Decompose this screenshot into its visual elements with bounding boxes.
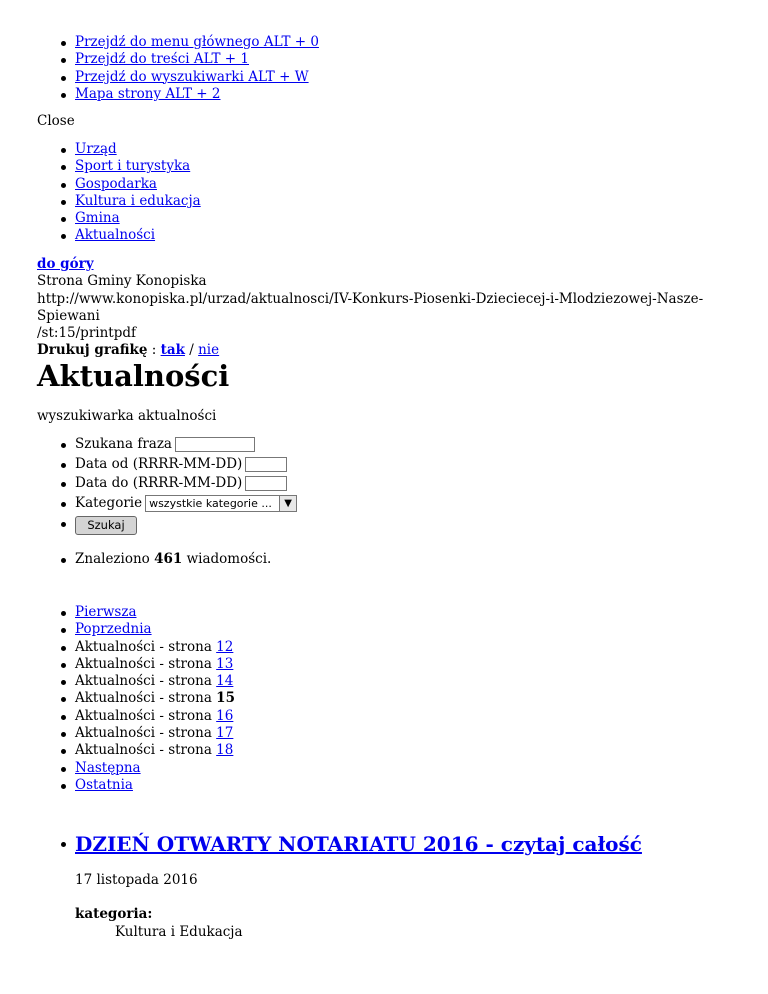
results-count-row (75, 551, 271, 568)
bullet-icon (61, 732, 66, 737)
bullet-icon (61, 611, 66, 616)
menu-item (75, 141, 201, 158)
menu-link-urzad[interactable]: Urząd (75, 141, 117, 157)
bullet-icon (61, 443, 66, 448)
results-suffix: wiadomości. (186, 551, 272, 567)
bullet-icon (61, 217, 66, 222)
sitemap-link[interactable]: Mapa strony ALT + 2 (75, 85, 221, 102)
pagination-previous-link[interactable]: Poprzednia (75, 621, 152, 638)
results-summary (0, 551, 271, 568)
bullet-icon (61, 680, 66, 685)
bullet-icon (61, 522, 66, 527)
search-phrase-label: Szukana fraza (75, 436, 172, 452)
page-link-18[interactable]: 18 (216, 742, 234, 759)
skip-to-menu-link[interactable]: Przejdź do menu głównego ALT + 0 (75, 34, 319, 50)
bullet-icon (61, 749, 66, 754)
date-to-row (75, 475, 297, 495)
search-submit-button[interactable]: Szukaj (75, 516, 137, 535)
separator: : (151, 342, 157, 359)
back-to-top-link[interactable]: do góry (37, 256, 94, 272)
bullet-icon (61, 93, 66, 98)
page-title: Aktualności (37, 359, 230, 393)
results-prefix: Znaleziono (75, 551, 150, 567)
list-item (75, 51, 319, 68)
page-prefix: Aktualności - strona (75, 742, 212, 759)
pagination-item (75, 760, 235, 777)
page-prefix: Aktualności - strona (75, 690, 212, 707)
page-link-13[interactable]: 13 (216, 655, 234, 672)
menu-link-kultura[interactable]: Kultura i edukacja (75, 192, 201, 209)
pagination-item (75, 656, 235, 673)
menu-item (75, 193, 201, 210)
pagination-item (75, 604, 235, 621)
main-menu (0, 141, 201, 245)
results-count: 461 (154, 551, 183, 567)
bullet-icon (61, 628, 66, 633)
bullet-icon (61, 183, 66, 188)
pagination-item (75, 708, 235, 725)
pagination-item (75, 690, 235, 707)
pagination-item (75, 621, 235, 638)
bullet-icon (61, 58, 66, 63)
category-selected-value: wszystkie kategorie ... (149, 497, 272, 511)
page-url: http://www.konopiska.pl/urzad/aktualnosci/IV-Konkurs-Piosenki-Dzieciecej-i-Mlodziezowej-Nasze-Spiewani (37, 290, 704, 324)
menu-link-aktualnosci[interactable]: Aktualności (75, 227, 156, 244)
page-link-14[interactable]: 14 (216, 673, 234, 690)
bullet-icon (61, 784, 66, 789)
article-category-value: Kultura i Edukacja (115, 923, 243, 940)
menu-link-gospodarka[interactable]: Gospodarka (75, 175, 157, 192)
pagination-item (75, 673, 235, 690)
bullet-icon (61, 767, 66, 772)
search-phrase-input[interactable] (175, 437, 255, 452)
list-item (75, 34, 319, 51)
search-caption: wyszukiwarka aktualności (37, 408, 217, 424)
print-graphics-no-link[interactable]: nie (198, 342, 220, 359)
category-row (75, 495, 297, 515)
category-select[interactable] (145, 495, 297, 512)
bullet-icon (61, 234, 66, 239)
bullet-icon (61, 76, 66, 81)
menu-item (75, 176, 201, 193)
article-list (0, 830, 642, 941)
site-name: Strona Gminy Konopiska (37, 273, 207, 290)
article-title (75, 830, 642, 858)
date-from-row (75, 456, 297, 476)
menu-item (75, 210, 201, 227)
bullet-icon (61, 715, 66, 720)
skip-to-content-link[interactable]: Przejdź do treści ALT + 1 (75, 51, 249, 68)
menu-link-sport[interactable]: Sport i turystyka (75, 158, 191, 175)
page-link-17[interactable]: 17 (216, 725, 234, 742)
bullet-icon (61, 663, 66, 668)
page-prefix: Aktualności - strona (75, 725, 212, 742)
date-from-input[interactable] (245, 457, 287, 472)
print-graphics-label: Drukuj grafikę (37, 342, 148, 359)
date-from-label: Data od (RRRR-MM-DD) (75, 455, 243, 472)
article-category (75, 906, 642, 941)
dropdown-arrow-icon[interactable]: ▼ (279, 496, 296, 511)
pagination-last-link[interactable]: Ostatnia (75, 776, 133, 793)
page-link-12[interactable]: 12 (216, 638, 234, 655)
date-to-label: Data do (RRRR-MM-DD) (75, 475, 243, 492)
bullet-icon (61, 502, 66, 507)
print-graphics-yes-link[interactable]: tak (160, 342, 185, 359)
pagination-first-link[interactable]: Pierwsza (75, 604, 137, 620)
page-prefix: Aktualności - strona (75, 673, 212, 690)
page-prefix: Aktualności - strona (75, 655, 212, 672)
close-label[interactable]: Close (37, 113, 75, 129)
pagination-item (75, 725, 235, 742)
search-phrase-row (75, 436, 297, 456)
slash: / (189, 342, 194, 359)
skip-links-list (0, 34, 319, 103)
current-page: 15 (216, 690, 235, 707)
page-prefix: Aktualności - strona (75, 638, 212, 655)
search-form (0, 436, 297, 534)
menu-item (75, 158, 201, 175)
list-item (75, 86, 319, 103)
list-item (75, 69, 319, 86)
page-link-16[interactable]: 16 (216, 707, 234, 724)
bullet-icon (61, 697, 66, 702)
pagination-item (75, 742, 235, 759)
menu-link-gmina[interactable]: Gmina (75, 210, 120, 227)
page-prefix: Aktualności - strona (75, 707, 212, 724)
bullet-icon (61, 148, 66, 153)
article-category-label: kategoria: (75, 906, 153, 923)
pagination-next-link[interactable]: Następna (75, 759, 141, 776)
bullet-icon (61, 41, 66, 46)
bullet-icon (61, 558, 66, 563)
page-url-continued: /st:15/printpdf (37, 325, 136, 342)
date-to-input[interactable] (245, 476, 287, 491)
article-title-link[interactable]: DZIEŃ OTWARTY NOTARIATU 2016 - czytaj całość (75, 832, 642, 856)
bullet-icon (61, 463, 66, 468)
category-label: Kategorie (75, 495, 143, 512)
article-item (75, 830, 642, 941)
pagination (0, 604, 235, 794)
bullet-icon (61, 646, 66, 651)
bullet-icon (61, 482, 66, 487)
skip-to-search-link[interactable]: Przejdź do wyszukiwarki ALT + W (75, 68, 309, 85)
bullet-icon (61, 200, 66, 205)
submit-row (75, 515, 297, 535)
menu-item (75, 227, 201, 244)
bullet-icon (61, 842, 66, 847)
print-info (37, 256, 747, 360)
pagination-item (75, 639, 235, 656)
bullet-icon (61, 165, 66, 170)
pagination-item (75, 777, 235, 794)
article-date: 17 listopada 2016 (75, 872, 198, 888)
